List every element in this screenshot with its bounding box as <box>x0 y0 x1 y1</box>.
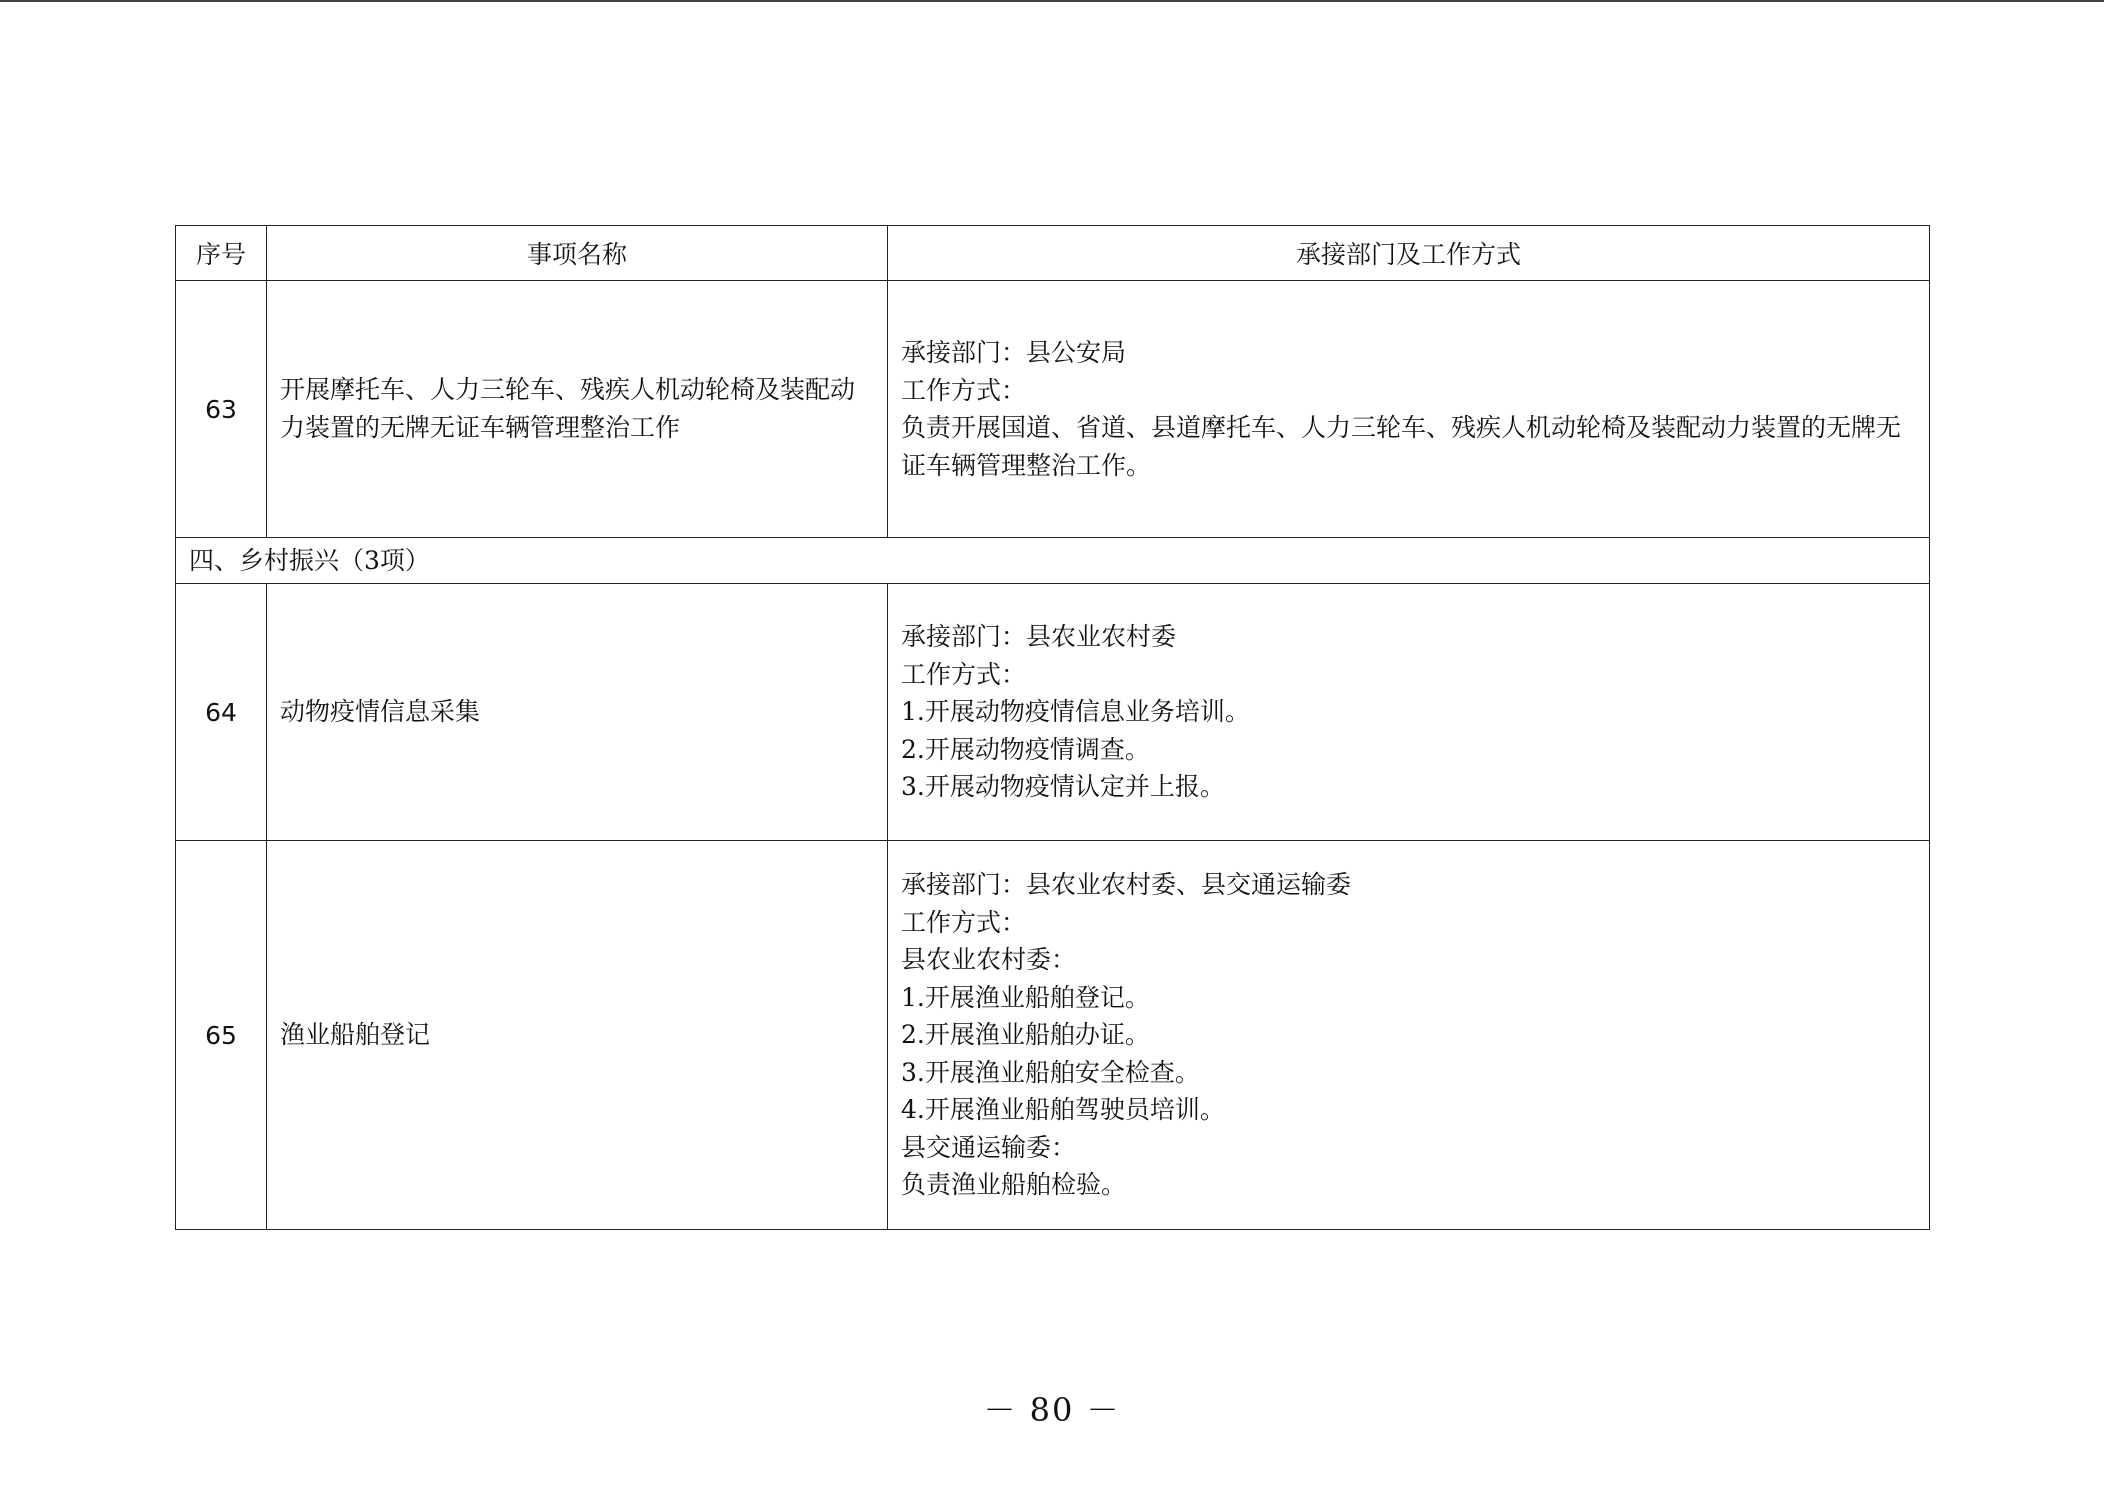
row-item-name: 开展摩托车、人力三轮车、残疾人机动轮椅及装配动力装置的无牌无证车辆管理整治工作 <box>267 281 888 538</box>
header-item-name: 事项名称 <box>267 226 888 281</box>
top-border-line <box>0 0 2104 2</box>
work-line: 负责开展国道、省道、县道摩托车、人力三轮车、残疾人机动轮椅及装配动力装置的无牌无证车辆管理整治工作。 <box>901 413 1902 480</box>
work-line: 承接部门：县农业农村委、县交通运输委 <box>901 870 1352 900</box>
row-item-name: 渔业船舶登记 <box>267 841 888 1230</box>
page-number: － 80 － <box>983 1391 1121 1429</box>
work-line: 1.开展动物疫情信息业务培训。 <box>901 697 1250 727</box>
work-line: 2.开展渔业船舶办证。 <box>901 1020 1150 1050</box>
work-line: 2.开展动物疫情调查。 <box>901 734 1150 764</box>
work-line: 承接部门：县公安局 <box>901 338 1127 367</box>
work-line: 县交通运输委： <box>901 1132 1077 1162</box>
work-line: 工作方式： <box>901 659 1027 689</box>
row-work-description <box>888 841 1930 1230</box>
work-line: 4.开展渔业船舶驾驶员培训。 <box>901 1095 1225 1125</box>
work-line: 1.开展渔业船舶登记。 <box>901 982 1150 1012</box>
row-work-description <box>888 281 1930 538</box>
work-line: 工作方式： <box>901 907 1027 937</box>
work-line: 承接部门：县农业农村委 <box>901 622 1177 652</box>
table-row <box>176 841 1930 1230</box>
header-serial-number: 序号 <box>176 226 267 281</box>
table-row <box>176 281 1930 538</box>
matters-table <box>175 225 1930 1230</box>
header-department-and-method: 承接部门及工作方式 <box>888 226 1930 281</box>
section-row <box>176 538 1930 584</box>
table-header-row <box>176 226 1930 281</box>
work-line: 县农业农村委： <box>901 945 1077 975</box>
row-work-description <box>888 584 1930 841</box>
work-line: 工作方式： <box>901 375 1027 405</box>
table-row <box>176 584 1930 841</box>
row-number: 65 <box>176 841 267 1230</box>
section-title: 四、乡村振兴（3项） <box>176 538 1930 584</box>
row-item-name: 动物疫情信息采集 <box>267 584 888 841</box>
work-line: 3.开展渔业船舶安全检查。 <box>901 1057 1200 1087</box>
work-line: 3.开展动物疫情认定并上报。 <box>901 772 1225 802</box>
work-line: 负责渔业船舶检验。 <box>901 1170 1127 1200</box>
row-number: 63 <box>176 281 267 538</box>
row-number: 64 <box>176 584 267 841</box>
